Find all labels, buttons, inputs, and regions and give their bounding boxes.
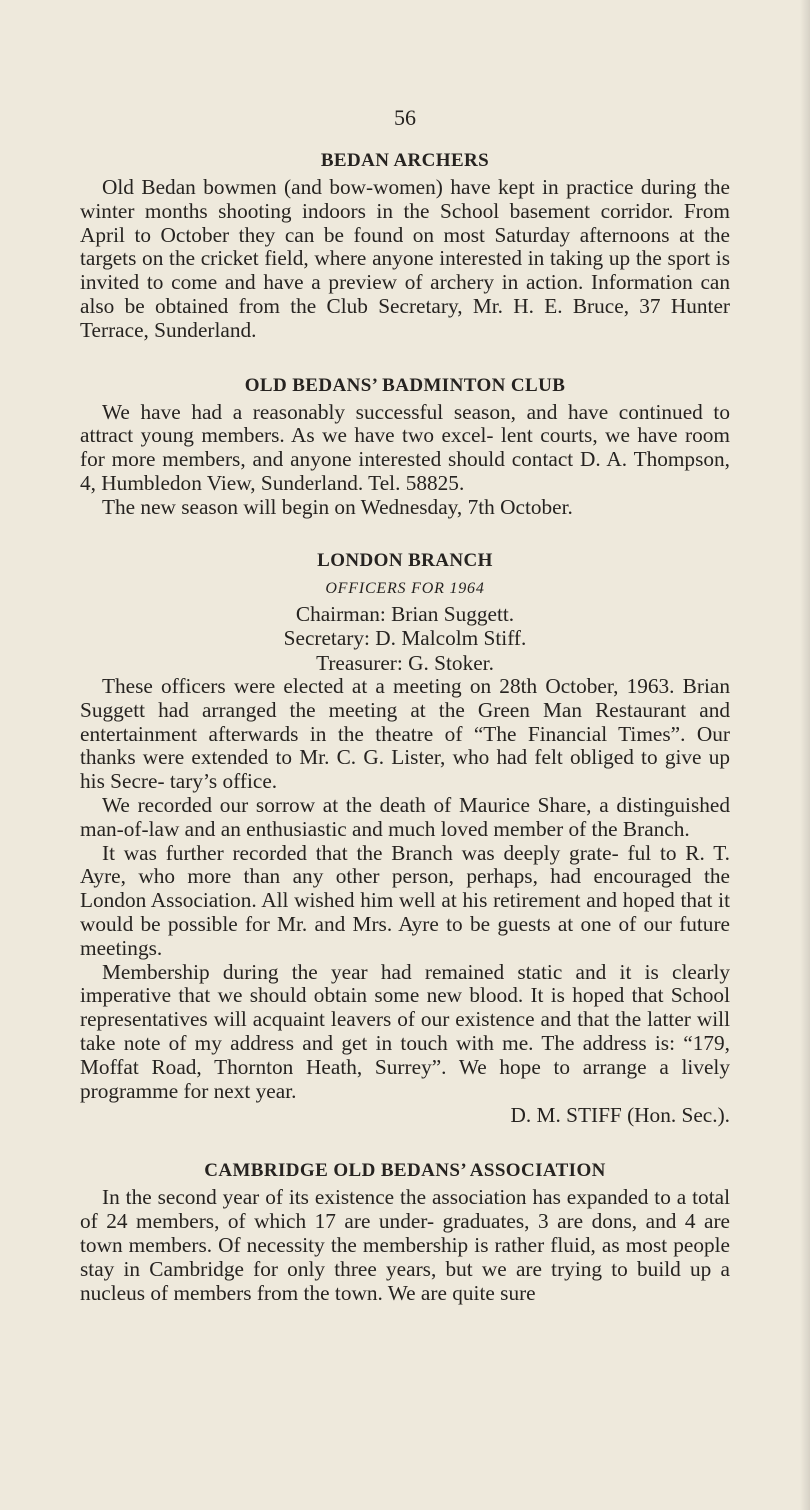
section-heading: LONDON BRANCH [317,549,493,571]
officer-secretary: Secretary: D. Malcolm Stiff. [283,626,527,651]
paragraph: These officers were elected at a meeting on 28th October, 1963. Brian Suggett had arranged the meeting at the Green Man Restaurant and entertainment afterwards in the theatre of “The Financial Times”. Our thanks were extended to Mr. C. G. Lister, who had felt obliged to give up his Secre- tary’s office. [80,674,730,794]
section-heading: CAMBRIDGE OLD BEDANS’ ASSOCIATION [204,1160,606,1182]
paragraph: We have had a reasonably successful season, and have continued to attract young members. As we have two excel- lent courts, we have room for more members, and anyone interested should contact D. A. Thompson, 4, Humbledon View, Sunderland. Tel. 58825. [80,399,730,495]
officer-chairman: Chairman: Brian Suggett. [295,601,515,626]
page-number: 56 [394,105,416,130]
paragraph: We recorded our sorrow at the death of Maurice Share, a distinguished man-of-law and an enthusiastic and much loved member of the Branch. [80,793,730,841]
section-heading: BEDAN ARCHERS [320,150,490,171]
paragraph: The new season will begin on Wednesday, 7th October. [102,494,573,519]
paragraph: Old Bedan bowmen (and bow-women) have kept in practice during the winter months shooting indoors in the School basement corridor. From April to October they can be found on most Saturday afternoons at the targets on the cricket field, where anyone interested in taking up the sport is invited to come and have a preview of archery in action. Information can also be obtained from the Club Secretary, Mr. H. E. Bruce, 37 Hunter Terrace, Sunderland. [80,175,730,342]
section-badminton-club [80,371,730,520]
signature: D. M. STIFF (Hon. Sec.). [510,1103,730,1128]
section-london-branch [80,546,730,1129]
paragraph: Membership during the year had remained static and it is clearly imperative that we should obtain some new blood. It is hoped that School representatives will acquaint leavers of our existence and that the latter will take note of my address and get in touch with me. The address is: “179, Moffat Road, Thornton Heath, Surrey”. We hope to arrange a lively programme for next year. [80,959,730,1103]
officers-subheading: OFFICERS FOR 1964 [325,579,485,597]
officer-treasurer: Treasurer: G. Stoker. [316,650,494,675]
section-cambridge-association [80,1156,730,1305]
paragraph: It was further recorded that the Branch was deeply grate- ful to R. T. Ayre, who more than any other person, perhaps, had encouraged the London Association. All wished him well at his retirement and hoped that it would be possible for Mr. and Mrs. Ayre to be guests at one of our future meetings. [80,840,730,960]
section-bedan-archers [80,146,730,343]
paragraph: In the second year of its existence the association has expanded to a total of 24 members, of which 17 are under- graduates, 3 are dons, and 4 are town members. Of necessity the membership is rather fluid, as most people stay in Cambridge for only three years, but we are trying to build up a nucleus of members from the town. We are quite sure [80,1185,730,1305]
page-edge-shadow [800,0,810,1510]
section-heading: OLD BEDANS’ BADMINTON CLUB [244,374,566,396]
